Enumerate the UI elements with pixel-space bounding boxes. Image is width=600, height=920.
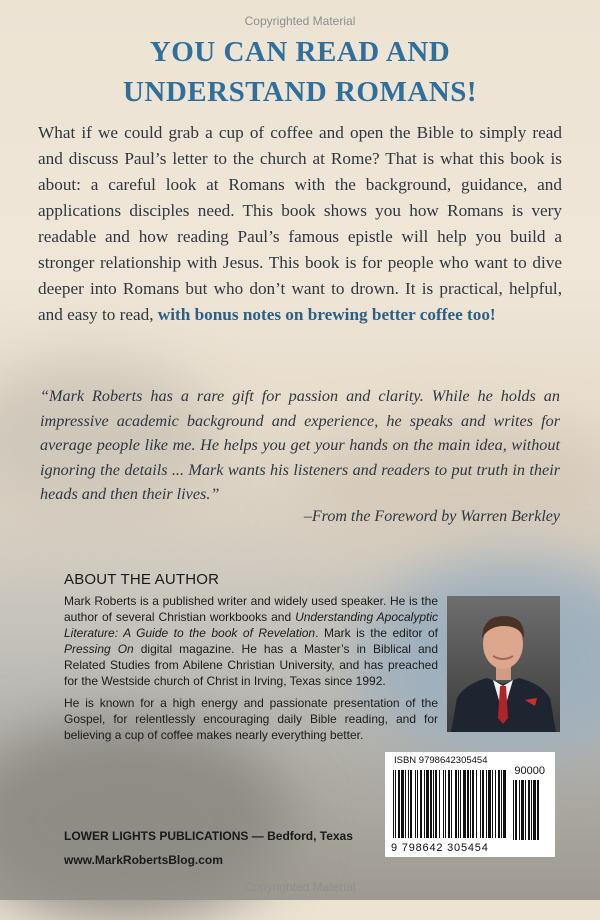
barcode-bar xyxy=(415,770,416,838)
headline xyxy=(0,32,600,112)
barcode-bar xyxy=(503,770,506,838)
barcode-bar xyxy=(537,780,539,840)
barcode-bar xyxy=(445,770,446,838)
barcode-bar xyxy=(435,770,437,838)
barcode-bar xyxy=(525,780,526,840)
barcode-bar xyxy=(405,770,406,838)
barcode-bar xyxy=(533,780,536,840)
barcode-bar xyxy=(460,770,461,838)
barcode-bar xyxy=(519,780,520,840)
barcode-bar xyxy=(463,770,466,838)
barcode-bar xyxy=(467,770,469,838)
barcode-bar xyxy=(448,770,450,838)
barcode-bar xyxy=(395,770,396,838)
intro-paragraph xyxy=(38,120,562,328)
website-url: www.MarkRobertsBlog.com xyxy=(64,853,223,867)
bio-magazine-title: Pressing On xyxy=(64,642,134,657)
headline-line-2: UNDERSTAND ROMANS! xyxy=(122,76,478,108)
barcode-bar xyxy=(408,770,409,838)
intro-text: What if we could grab a cup of coffee and open the Bible to simply read and discuss Paul’s letter to the church at Rome? That is what this book is about: a careful look at Romans with the background, guidance, and applications disciples need. This book shows you how Romans is very readable and how reading Paul’s famous epistle will help you build a stronger relationship with Jesus. This book is for people who want to dive deeper into Romans but who don’t want to drown. It is practical, helpful, and easy to read, xyxy=(38,123,562,324)
barcode-bar xyxy=(398,770,400,838)
author-portrait-image xyxy=(447,596,560,732)
barcode-bar xyxy=(476,770,477,838)
barcode-bar xyxy=(439,770,440,838)
bio-text: . Mark is the editor of xyxy=(315,626,438,641)
intro-emphasis: with bonus notes on brewing better coffee too! xyxy=(157,305,496,324)
barcode-addon-bars xyxy=(513,780,549,840)
about-author-heading: ABOUT THE AUTHOR xyxy=(64,571,220,588)
barcode-bar xyxy=(430,770,432,838)
barcode-bar xyxy=(420,770,422,838)
barcode-digits: 9 798642 305454 xyxy=(391,842,489,854)
bio-text: Mark Roberts is a published writer and widely used speaker. He is the author of several Christian workbooks and xyxy=(64,594,438,625)
bio-book-title: Understanding Apocalyptic Literature: A Guide to the book of Revelation xyxy=(64,610,439,641)
bio-text: digital magazine. He has a Master’s in Biblical and Related Studies from Abilene Christian University, and has preached for the Westside church of Christ in Irving, Texas since 1992. xyxy=(64,642,439,689)
barcode-bar xyxy=(531,780,532,840)
author-bio-paragraph-2: He is known for a high energy and passionate presentation of the Gospel, for relentlessly encouraging daily Bible reading, and for believing a cup of coffee makes nearly everything better. xyxy=(64,696,438,743)
isbn-barcode xyxy=(385,752,555,857)
barcode-bar xyxy=(501,770,502,838)
barcode-bar xyxy=(528,780,530,840)
author-photo xyxy=(447,596,560,732)
isbn-number: ISBN 9798642305454 xyxy=(394,755,488,766)
barcode-bar xyxy=(455,770,457,838)
barcode-bar xyxy=(492,770,493,838)
barcode-bar xyxy=(417,770,418,838)
barcode-bar xyxy=(443,770,444,838)
barcode-bar xyxy=(426,770,429,838)
barcode-bar xyxy=(521,780,524,840)
barcode-bar xyxy=(515,780,517,840)
barcode-bar xyxy=(458,770,459,838)
barcode-bar xyxy=(393,770,394,838)
barcode-bar xyxy=(495,770,496,838)
author-bio-paragraph xyxy=(64,593,438,690)
barcode-bar xyxy=(410,770,412,838)
barcode-bar xyxy=(472,770,474,838)
barcode-bar xyxy=(451,770,452,838)
price-code: 90000 xyxy=(514,765,545,777)
headline-line-1: YOU CAN READ AND xyxy=(149,36,451,68)
publisher-line: LOWER LIGHTS PUBLICATIONS — Bedford, Texas xyxy=(64,829,353,843)
barcode-bar xyxy=(424,770,425,838)
barcode-bar xyxy=(488,770,491,838)
barcode-bar xyxy=(480,770,481,838)
barcode-bar xyxy=(486,770,487,838)
barcode-bar xyxy=(513,780,514,840)
barcode-bars xyxy=(393,770,511,838)
barcode-bar xyxy=(401,770,404,838)
watermark-bottom: Copyrighted Material xyxy=(244,880,356,894)
barcode-bar xyxy=(433,770,434,838)
barcode-bar xyxy=(470,770,471,838)
barcode-bar xyxy=(498,770,500,838)
watermark-top: Copyrighted Material xyxy=(244,14,356,28)
quote-attribution: –From the Foreword by Warren Berkley xyxy=(303,508,560,525)
endorsement-quote: “Mark Roberts has a rare gift for passion and clarity. While he holds an impressive academic background and experience, he speaks and writes for average people like me. He helps you get your hands on the main idea, without ignoring the details ... Mark wants his listeners and readers to put truth in their heads and then their lives.” xyxy=(40,387,560,503)
barcode-bar xyxy=(482,770,484,838)
